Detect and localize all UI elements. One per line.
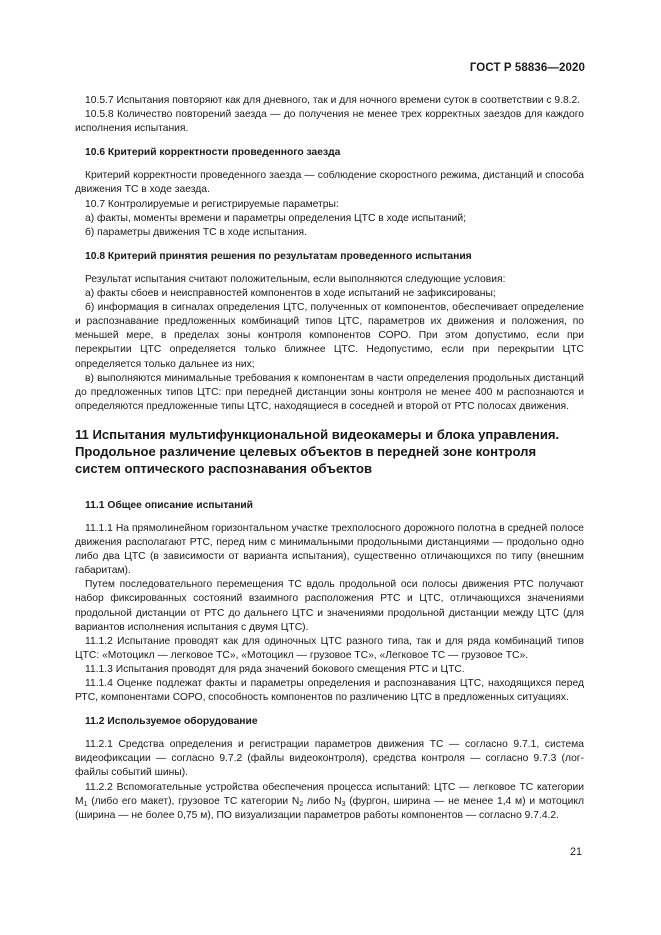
paragraph: [75, 287, 584, 301]
paragraph-text: 11.1.4 Оценке подлежат факты и параметры определения и распознавания ЦТС, находящихся перед РТС, компонентами СОРО, способность компонентов по различению ЦТС в предложенных ситуациях.: [75, 678, 584, 704]
paragraph: [75, 108, 584, 136]
paragraph-text: либо N: [303, 795, 342, 807]
paragraph-text: 11.2.1 Средства определения и регистрации параметров движения ТС — согласно 9.7.1, система видеофиксации — согласно 9.7.2 (файлы видеоконтроля), средства контроля — согласно 9.7.3 (лог-файлы событий шины).: [75, 739, 584, 779]
paragraph-text: (либо его макет), грузовое ТС категории N: [87, 795, 300, 807]
subsection-heading-text: 10.8 Критерий принятия решения по результатам проведенного испытания: [85, 250, 472, 262]
paragraph: [75, 578, 584, 634]
section-title-text: 11 Испытания мультифункциональной видеокамеры и блока управления. Продольное различение целевых объектов в передней зоне контроля систем оптического распознавания объектов: [75, 426, 560, 476]
paragraph: [75, 663, 584, 677]
paragraph-text: 11.1.1 На прямолинейном горизонтальном участке трехполосного дорожного полотна в средней полосе движения располагают РТС, перед ним с минимальными продольными дистанциями — продольно одно либо два ЦТС (в зависимости от варианта испытания), существенно отличающихся по типу (внешним габаритам).: [75, 522, 584, 577]
paragraph-text: Путем последовательного перемещения ТС вдоль продольной оси полосы движения РТС получают набор фиксированных состояний взаимного расположения РТС и ЦТС, отличающихся значениями продольной дистанции от РТС до дальнего ЦТС и значениями продольной дистанции между ЦТС (для вариантов исполнения испытания с двумя ЦТС).: [75, 579, 584, 633]
paragraph: [75, 198, 584, 212]
section-title: [75, 426, 584, 477]
paragraph: [75, 635, 584, 663]
paragraph-text: 10.7 Контролируемые и регистрируемые параметры:: [85, 198, 339, 210]
paragraph-text: Результат испытания считают положительным, если выполняются следующие условия:: [85, 273, 506, 285]
paragraph: [75, 226, 584, 240]
paragraph: [75, 212, 584, 226]
paragraph: [75, 372, 584, 414]
subsection-heading: [75, 146, 584, 160]
paragraph: [75, 94, 584, 108]
paragraph-text: 10.5.7 Испытания повторяют как для дневного, так и для ночного времени суток в соответствии с 9.8.2.: [85, 95, 581, 106]
paragraph-text: 11.2.2 Вспомогательные устройства обеспечения процесса испытаний: ЦТС — легковое ТС категории M: [75, 781, 584, 807]
subsection-heading-text: 11.1 Общее описание испытаний: [85, 499, 253, 511]
paragraph: [75, 273, 584, 287]
paragraph-text: б) параметры движения ТС в ходе испытания.: [85, 226, 307, 238]
subscript-index: 1: [83, 800, 88, 808]
paragraph: [75, 522, 584, 578]
paragraph-text: Критерий корректности проведенного заезда — соблюдение скоростного режима, дистанций и способа движения ТС в ходе заезда.: [75, 170, 584, 196]
paragraph-text: а) факты, моменты времени и параметры определения ЦТС в ходе испытаний;: [85, 212, 466, 224]
paragraph-text: 11.1.3 Испытания проводят для ряда значений бокового смещения РТС и ЦТС.: [85, 663, 465, 675]
subscript-index: 2: [299, 800, 304, 808]
subscript-index: 3: [341, 800, 346, 808]
paragraph-text: а) факты сбоев и неисправностей компонентов в ходе испытаний не зафиксированы;: [85, 288, 496, 300]
page-number: 21: [569, 846, 582, 858]
subsection-heading: [75, 250, 584, 264]
paragraph: [75, 169, 584, 197]
subsection-heading-text: 10.6 Критерий корректности проведенного заезда: [85, 147, 341, 159]
subsection-heading: [75, 715, 584, 729]
paragraph-text: 11.1.2 Испытание проводят как для одиночных ЦТС разного типа, так и для ряда комбинаций типов ЦТС: «Мотоцикл — легковое ТС», «Мотоцикл — грузовое ТС», «Легковое ТС — грузовое ТС».: [75, 635, 584, 661]
subsection-heading: [75, 499, 584, 513]
paragraph-text: 10.5.8 Количество повторений заезда — до получения не менее трех корректных заездов для каждого исполнения испытания.: [75, 109, 584, 135]
paragraph: [75, 677, 584, 705]
paragraph: [75, 301, 584, 371]
paragraph-text: б) информация в сигналах определения ЦТС, полученных от компонентов, обеспечивает определение и распознавание предложенных комбинаций типов ЦТС, параметров их движения и положения, по меньшей мере, в пределах зоны контроля компонентов СОРО. При этом допустимо, если при перекрытии ЦТС определяется только ближнее ЦТС. Недопустимо, если при перекрытии ЦТС определяется только дальнее из них;: [75, 302, 584, 370]
paragraph-text: в) выполняются минимальные требования к компонентам в части определения продольных дистанций до предложенных типов ЦТС: при передней дистанции зоны контроля не менее 400 м распознаются и определяются предложенные типы ЦТС, находящиеся в соседней и второй от РТС полосах движения.: [75, 372, 584, 412]
paragraph-text: (фургон, ширина — не менее 1,4 м) и мотоцикл (ширина — не более 0,75 м), ПО визуализации параметров работы компонентов — согласно 9.7.4.2.: [75, 795, 585, 821]
standard-header: ГОСТ Р 58836—2020: [469, 62, 585, 74]
paragraph: [75, 781, 584, 823]
document-body: [75, 94, 584, 823]
subsection-heading-text: 11.2 Используемое оборудование: [85, 716, 258, 728]
paragraph: [75, 738, 584, 780]
